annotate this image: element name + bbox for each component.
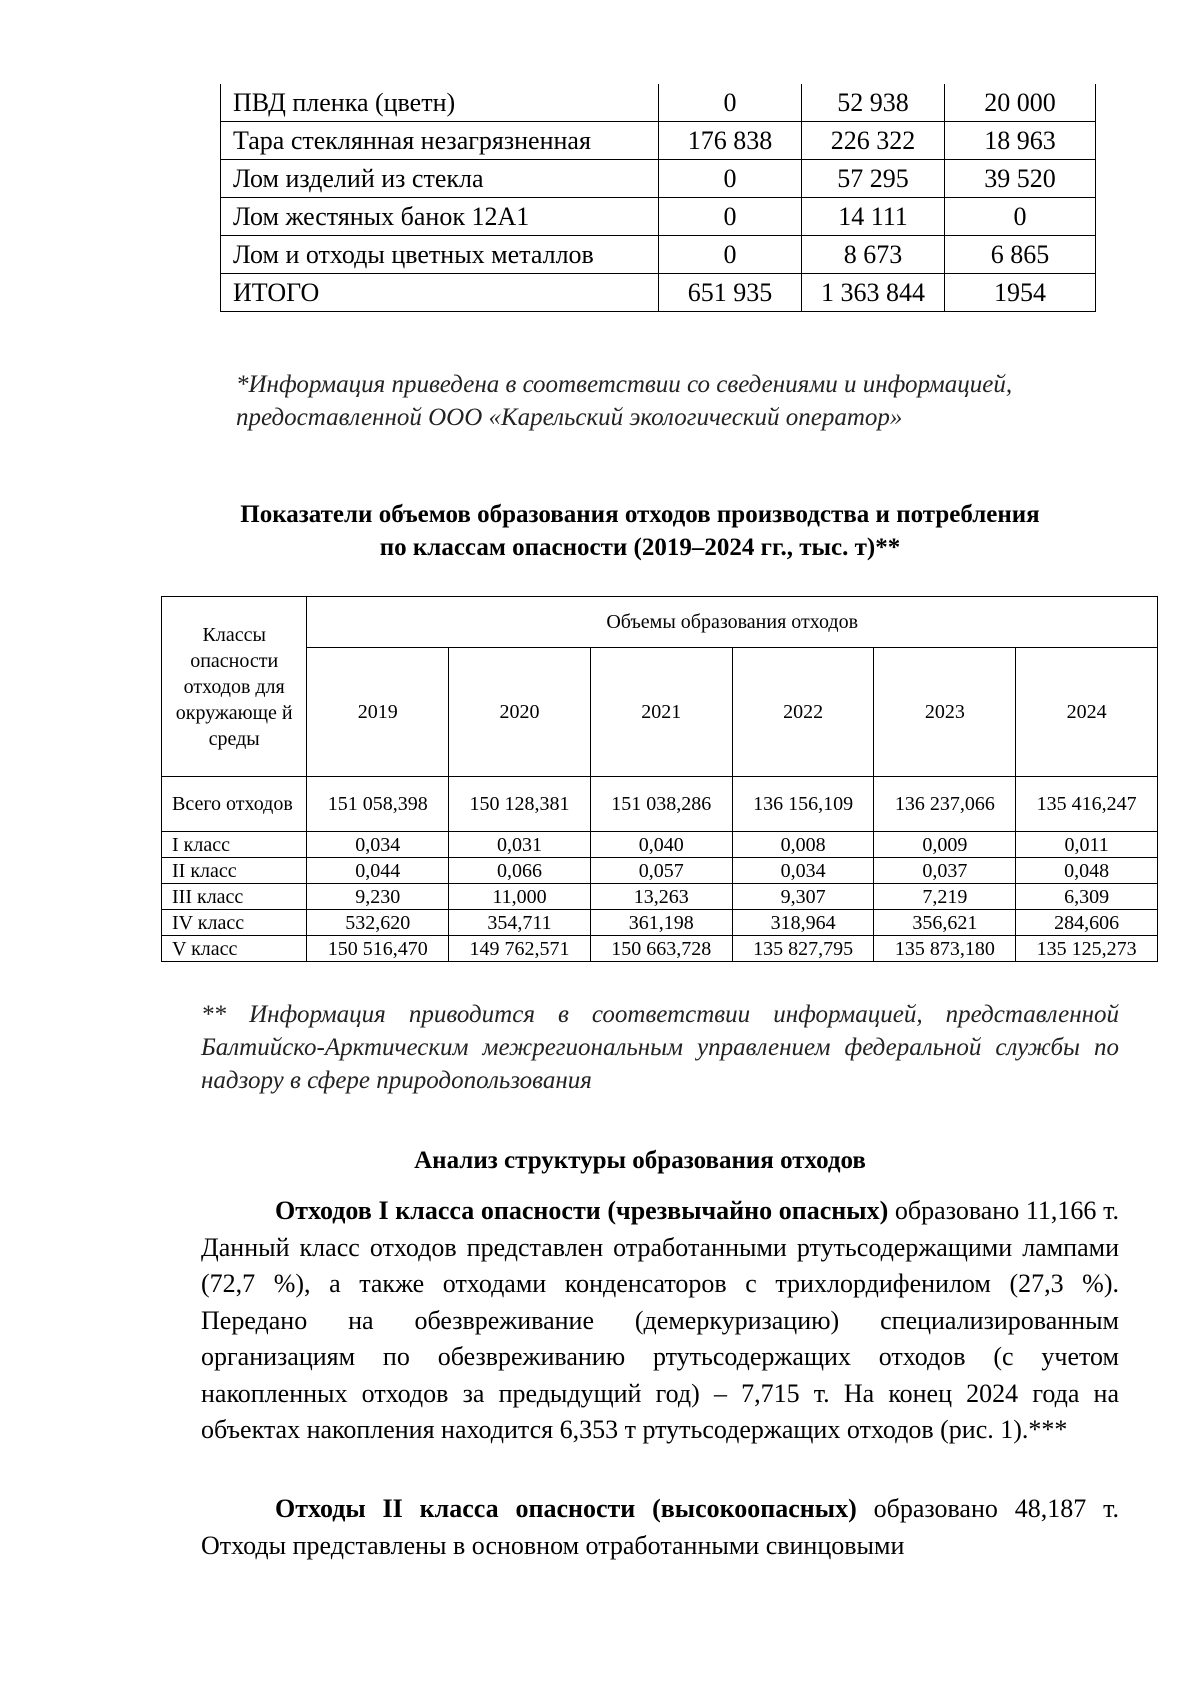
waste-volume-group-header: Объемы образования отходов [307,597,1158,648]
value-cell: 6 865 [945,236,1096,274]
volume-cell: 149 762,571 [449,936,591,962]
table-row [162,832,1158,858]
volume-cell: 11,000 [449,884,591,910]
paragraph-lead: Отходы II класса опасности (высокоопасных) [275,1494,857,1523]
volume-cell: 135 416,247 [1016,777,1158,832]
paragraph-text: образовано 11,166 т. Данный класс отходов представлен отработанными ртутьсодержащими лампами (72,7 %), а также отходами конденсаторов с трихлордифенилом (27,3 %). Передано на обезвреживание (демеркуризацию) специализированным организациям по обезвреживанию ртутьсодержащих отходов (с учетом накопленных отходов за предыдущий год) – 7,715 т. На конец 2024 года на объектах накопления находится 6,353 т ртутьсодержащих отходов (рис. 1).*** [201,1196,1119,1444]
materials-table [220,84,1096,312]
value-cell: 651 935 [659,274,802,312]
volume-cell: 6,309 [1016,884,1158,910]
volume-cell: 151 058,398 [307,777,449,832]
paragraph-text: образовано 48,187 т. Отходы представлены в основном отработанными свинцовыми [201,1494,1119,1560]
volume-cell: 0,034 [307,832,449,858]
hazard-class-cell: IV класс [162,910,307,936]
volume-cell: 532,620 [307,910,449,936]
year-header: 2024 [1016,648,1158,777]
table-row [162,777,1158,832]
volume-cell: 0,034 [732,858,874,884]
table-row [221,236,1096,274]
volume-cell: 150 128,381 [449,777,591,832]
hazard-class-cell: III класс [162,884,307,910]
table-row [221,274,1096,312]
material-name-cell: ПВД пленка (цветн) [221,84,659,122]
volume-cell: 7,219 [874,884,1016,910]
volume-cell: 151 038,286 [590,777,732,832]
year-header: 2021 [590,648,732,777]
year-header: 2020 [449,648,591,777]
value-cell: 226 322 [802,122,945,160]
volume-cell: 150 516,470 [307,936,449,962]
volume-cell: 136 237,066 [874,777,1016,832]
value-cell: 39 520 [945,160,1096,198]
value-cell: 57 295 [802,160,945,198]
material-name-cell: Тара стеклянная незагрязненная [221,122,659,160]
material-name-cell: Лом жестяных банок 12А1 [221,198,659,236]
section-title: Анализ структуры образования отходов [414,1147,866,1174]
volume-cell: 135 873,180 [874,936,1016,962]
volume-cell: 13,263 [590,884,732,910]
hazard-class-table [161,596,1158,962]
table-row [162,936,1158,962]
volume-cell: 135 827,795 [732,936,874,962]
hazard-class-cell: Всего отходов [162,777,307,832]
volume-cell: 0,008 [732,832,874,858]
footnote-regulator-source [201,998,1119,1097]
paragraph-class-1 [201,1193,1119,1449]
table-row [162,910,1158,936]
volume-cell: 284,606 [1016,910,1158,936]
footnote-operator-source: *Информация приведена в соответствии со сведениями и информацией, предоставленной ООО «Карельский экологический оператор» [236,371,1013,431]
value-cell: 0 [659,160,802,198]
value-cell: 52 938 [802,84,945,122]
value-cell: 0 [659,198,802,236]
table-row [162,884,1158,910]
table-row [221,160,1096,198]
volume-cell: 150 663,728 [590,936,732,962]
table-row [221,122,1096,160]
volume-cell: 0,037 [874,858,1016,884]
value-cell: 1 363 844 [802,274,945,312]
table-row [221,198,1096,236]
table-row [162,858,1158,884]
volume-cell: 9,307 [732,884,874,910]
hazard-class-cell: I класс [162,832,307,858]
volume-cell: 0,011 [1016,832,1158,858]
year-header: 2023 [874,648,1016,777]
value-cell: 0 [659,236,802,274]
volume-cell: 0,048 [1016,858,1158,884]
material-name-cell: Лом изделий из стекла [221,160,659,198]
hazard-class-cell: V класс [162,936,307,962]
value-cell: 0 [945,198,1096,236]
value-cell: 1954 [945,274,1096,312]
hazard-class-cell: II класс [162,858,307,884]
paragraph-class-2 [201,1491,1119,1564]
value-cell: 20 000 [945,84,1096,122]
volume-cell: 361,198 [590,910,732,936]
value-cell: 14 111 [802,198,945,236]
material-name-cell: ИТОГО [221,274,659,312]
table-row [221,84,1096,122]
volume-cell: 9,230 [307,884,449,910]
volume-cell: 0,009 [874,832,1016,858]
hazard-table-title-line2: по классам опасности (2019–2024 гг., тыс. т)** [379,534,901,561]
volume-cell: 0,044 [307,858,449,884]
volume-cell: 136 156,109 [732,777,874,832]
volume-cell: 318,964 [732,910,874,936]
hazard-table-title-line1: Показатели объемов образования отходов производства и потребления [240,501,1040,528]
volume-cell: 354,711 [449,910,591,936]
volume-cell: 0,040 [590,832,732,858]
value-cell: 176 838 [659,122,802,160]
volume-cell: 0,057 [590,858,732,884]
year-header: 2022 [732,648,874,777]
volume-cell: 0,066 [449,858,591,884]
value-cell: 8 673 [802,236,945,274]
volume-cell: 356,621 [874,910,1016,936]
volume-cell: 135 125,273 [1016,936,1158,962]
hazard-table-title [160,498,1120,564]
value-cell: 0 [659,84,802,122]
paragraph-lead: Отходов I класса опасности (чрезвычайно опасных) [275,1196,889,1225]
material-name-cell: Лом и отходы цветных металлов [221,236,659,274]
value-cell: 18 963 [945,122,1096,160]
volume-cell: 0,031 [449,832,591,858]
footnote-regulator-text: ** Информация приводится в соответствии информацией, представленной Балтийско-Арктическим межрегиональным управлением федеральной службы по надзору в сфере природопользования [201,1001,1119,1094]
year-header: 2019 [307,648,449,777]
hazard-class-header: Классы опасности отходов для окружающе й среды [162,597,307,777]
